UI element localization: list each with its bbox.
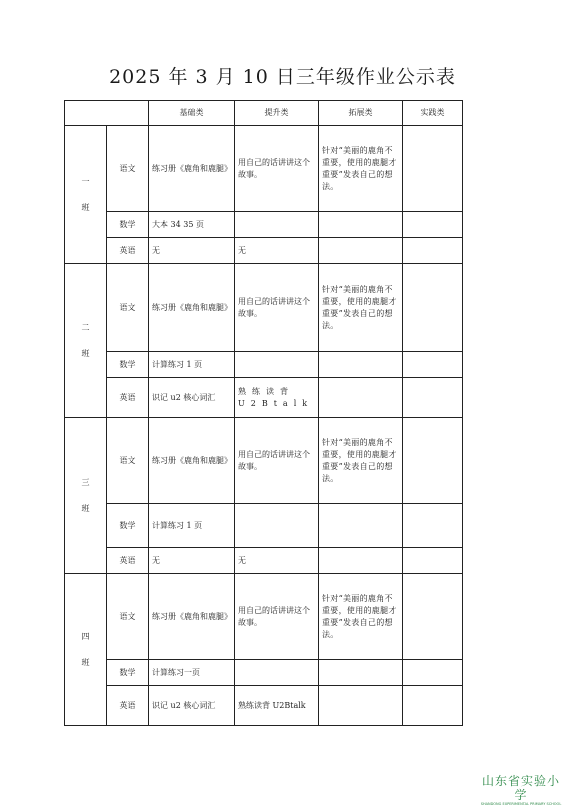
subject-cell: 语文 <box>107 264 149 352</box>
practice-cell <box>403 574 463 660</box>
table-row <box>65 126 463 212</box>
school-logo-english: SHANDONG EXPERIMENTAL PRIMARY SCHOOL <box>480 802 562 806</box>
basic-cell: 计算练习 1 页 <box>149 504 235 548</box>
advanced-cell: 熟练读背 U2Btalk <box>235 378 319 418</box>
header-basic: 基础类 <box>149 101 235 126</box>
advanced-cell <box>235 212 319 238</box>
extended-cell <box>319 212 403 238</box>
header-blank <box>65 101 149 126</box>
practice-cell <box>403 264 463 352</box>
class-name-bottom: 班 <box>81 348 90 358</box>
table-row <box>65 660 463 686</box>
extended-cell: 针对“美丽的鹿角不重要，使用的鹿腿才重要”发表自己的想法。 <box>319 264 403 352</box>
table-row <box>65 264 463 352</box>
advanced-cell: 用自己的话讲讲这个故事。 <box>235 574 319 660</box>
subject-cell: 英语 <box>107 686 149 726</box>
advanced-cell <box>235 660 319 686</box>
practice-cell <box>403 418 463 504</box>
school-logo-name: 山东省实验小学 <box>481 774 560 802</box>
basic-cell: 识记 u2 核心词汇 <box>149 378 235 418</box>
advanced-cell: 无 <box>235 548 319 574</box>
subject-cell: 英语 <box>107 238 149 264</box>
advanced-cell <box>235 504 319 548</box>
practice-cell <box>403 238 463 264</box>
basic-cell: 无 <box>149 238 235 264</box>
extended-cell: 针对“美丽的鹿角不重要，使用的鹿腿才重要”发表自己的想法。 <box>319 574 403 660</box>
subject-cell: 英语 <box>107 378 149 418</box>
advanced-cell: 无 <box>235 238 319 264</box>
subject-cell: 语文 <box>107 418 149 504</box>
table-row <box>65 504 463 548</box>
table-row <box>65 352 463 378</box>
basic-cell: 无 <box>149 548 235 574</box>
basic-cell: 练习册《鹿角和鹿腿》 <box>149 574 235 660</box>
practice-cell <box>403 660 463 686</box>
advanced-cell: 熟练读背 U2Btalk <box>235 686 319 726</box>
subject-cell: 数学 <box>107 212 149 238</box>
practice-cell <box>403 212 463 238</box>
practice-cell <box>403 378 463 418</box>
subject-cell: 数学 <box>107 504 149 548</box>
school-logo <box>478 774 564 807</box>
advanced-cell <box>235 352 319 378</box>
class-name-top: 四 <box>81 631 90 641</box>
advanced-cell: 用自己的话讲讲这个故事。 <box>235 264 319 352</box>
basic-cell: 练习册《鹿角和鹿腿》 <box>149 264 235 352</box>
extended-cell <box>319 378 403 418</box>
basic-cell: 计算练习 1 页 <box>149 352 235 378</box>
advanced-cell: 用自己的话讲讲这个故事。 <box>235 126 319 212</box>
advanced-cell: 用自己的话讲讲这个故事。 <box>235 418 319 504</box>
table-row <box>65 418 463 504</box>
basic-cell: 大本 34 35 页 <box>149 212 235 238</box>
table-row <box>65 378 463 418</box>
class-name-top: 一 <box>81 176 90 186</box>
extended-cell <box>319 238 403 264</box>
basic-cell: 计算练习一页 <box>149 660 235 686</box>
practice-cell <box>403 548 463 574</box>
homework-table <box>64 100 463 726</box>
header-extended: 拓展类 <box>319 101 403 126</box>
class-name-bottom: 班 <box>81 503 90 513</box>
table-row <box>65 548 463 574</box>
page-title: 2025 年 3 月 10 日三年级作业公示表 <box>109 66 456 88</box>
class-name-cell <box>65 418 107 574</box>
header-practice: 实践类 <box>403 101 463 126</box>
subject-cell: 英语 <box>107 548 149 574</box>
extended-cell: 针对“美丽的鹿角不重要，使用的鹿腿才重要”发表自己的想法。 <box>319 418 403 504</box>
table-row <box>65 238 463 264</box>
basic-cell: 识记 u2 核心词汇 <box>149 686 235 726</box>
class-name-cell <box>65 126 107 264</box>
extended-cell <box>319 686 403 726</box>
subject-cell: 数学 <box>107 660 149 686</box>
practice-cell <box>403 686 463 726</box>
basic-cell: 练习册《鹿角和鹿腿》 <box>149 126 235 212</box>
practice-cell <box>403 126 463 212</box>
class-name-cell <box>65 574 107 726</box>
practice-cell <box>403 504 463 548</box>
class-name-cell <box>65 264 107 418</box>
table-row <box>65 212 463 238</box>
extended-cell <box>319 548 403 574</box>
header-advanced: 提升类 <box>235 101 319 126</box>
header-row <box>65 101 463 126</box>
class-name-bottom: 班 <box>81 657 90 667</box>
class-name-top: 二 <box>81 322 90 332</box>
extended-cell <box>319 504 403 548</box>
extended-cell <box>319 660 403 686</box>
subject-cell: 语文 <box>107 574 149 660</box>
subject-cell: 数学 <box>107 352 149 378</box>
practice-cell <box>403 352 463 378</box>
extended-cell <box>319 352 403 378</box>
subject-cell: 语文 <box>107 126 149 212</box>
class-name-bottom: 班 <box>81 202 90 212</box>
extended-cell: 针对“美丽的鹿角不重要，使用的鹿腿才重要”发表自己的想法。 <box>319 126 403 212</box>
class-name-top: 三 <box>81 477 90 487</box>
table-row <box>65 574 463 660</box>
basic-cell: 练习册《鹿角和鹿腿》 <box>149 418 235 504</box>
table-row <box>65 686 463 726</box>
